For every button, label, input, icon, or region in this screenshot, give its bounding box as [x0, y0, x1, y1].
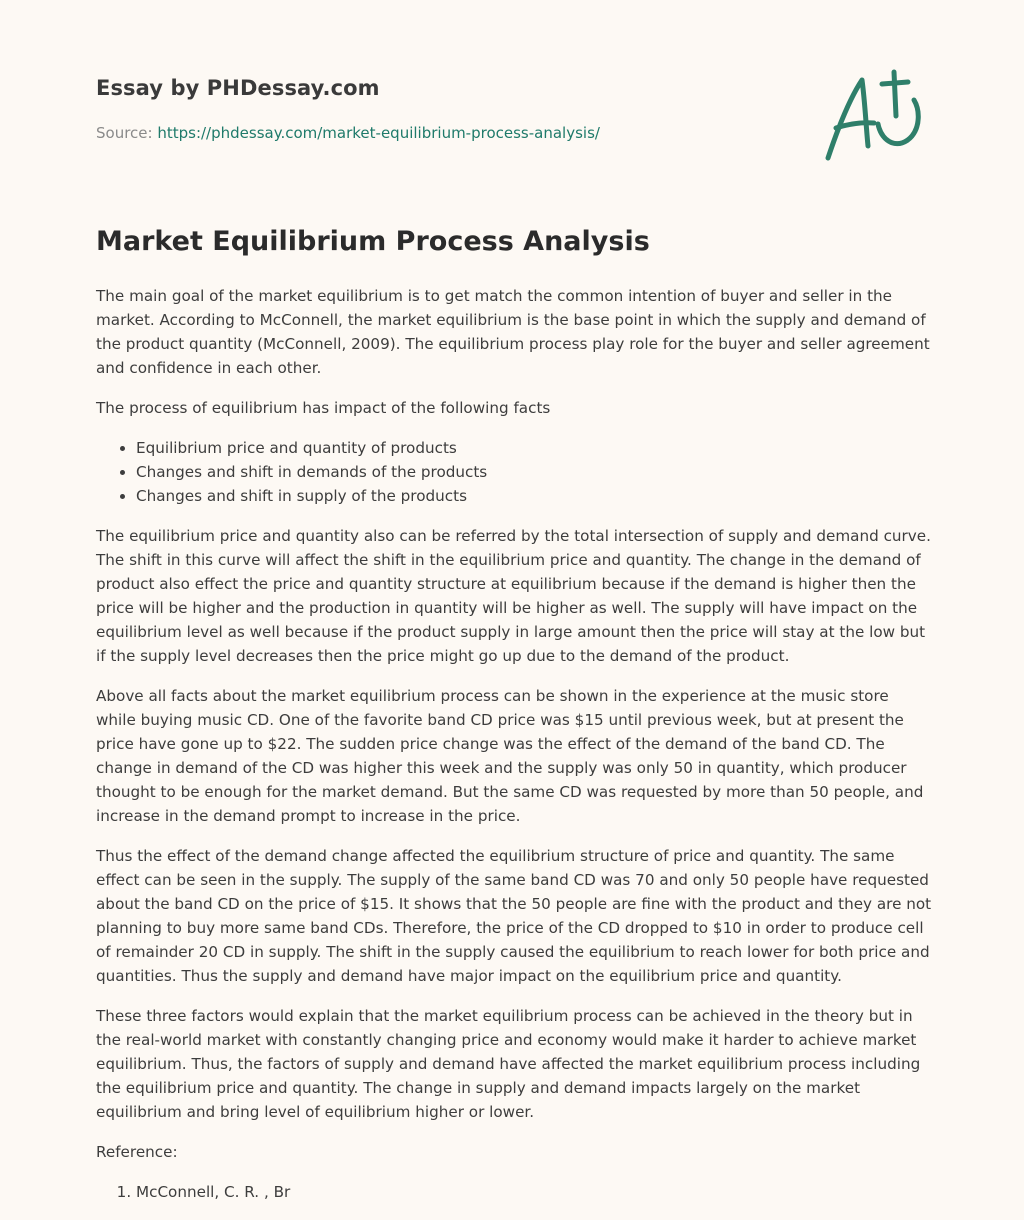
- list-item: • Changes and shift in demands of the products: [136, 460, 932, 484]
- site-title: Essay by PHDessay.com: [96, 76, 380, 100]
- facts-list: [96, 436, 932, 508]
- reference-list: [96, 1180, 932, 1204]
- source-line: [96, 124, 600, 142]
- paragraph: The equilibrium price and quantity also can be referred by the total intersection of supply and demand curve. The shift in this curve will affect the shift in the equilibrium price and quantity. The change in the demand of product also effect the price and quantity structure at equilibrium because if the demand is higher then the price will be higher and the production in quantity will be higher as well. The supply will have impact on the equilibrium level as well because if the product supply in large amount then the price will stay at the low but if the supply level decreases then the price might go up due to the demand of the product.: [96, 527, 931, 665]
- paragraph: The process of equilibrium has impact of the following facts: [96, 399, 551, 417]
- list-item: • Changes and shift in supply of the products: [136, 484, 932, 508]
- document-title: Market Equilibrium Process Analysis: [96, 226, 650, 257]
- paragraph: The main goal of the market equilibrium is to get match the common intention of buyer and seller in the market. According to McConnell, the market equilibrium is the base point in which the supply and demand of the product quantity (McConnell, 2009). The equilibrium process play role for the buyer and seller agreement and confidence in each other.: [96, 287, 930, 377]
- essay-page: [96, 0, 932, 1201]
- source-label: Source:: [96, 124, 158, 142]
- paragraph: Above all facts about the market equilibrium process can be shown in the experience at the music store while buying music CD. One of the favorite band CD price was $15 until previous week, but at present the price have gone up to $22. The sudden price change was the effect of the demand of the band CD. The change in demand of the CD was higher this week and the supply was only 50 in quantity, which producer thought to be enough for the market demand. But the same CD was requested by more than 50 people, and increase in the demand prompt to increase in the price.: [96, 687, 924, 825]
- essay-content: [96, 284, 932, 1220]
- paragraph: Thus the effect of the demand change affected the equilibrium structure of price and quantity. The same effect can be seen in the supply. The supply of the same band CD was 70 and only 50 people have requested about the band CD on the price of $15. It shows that the 50 people are fine with the product and they are not planning to buy more same band CDs. Therefore, the price of the CD dropped to $10 in order to produce cell of remainder 20 CD in supply. The shift in the supply caused the equilibrium to reach lower for both price and quantities. Thus the supply and demand have major impact on the equilibrium price and quantity.: [96, 847, 932, 985]
- a-plus-logo-icon: [822, 66, 926, 166]
- list-item: • Equilibrium price and quantity of products: [136, 436, 932, 460]
- reference-label: Reference:: [96, 1143, 178, 1161]
- paragraph: These three factors would explain that the market equilibrium process can be achieved in the theory but in the real-world market with constantly changing price and economy would make it harder to achieve market equilibrium. Thus, the factors of supply and demand have affected the market equilibrium process including the equilibrium price and quantity. The change in supply and demand impacts largely on the market equilibrium and bring level of equilibrium higher or lower.: [96, 1007, 921, 1121]
- site-header: [96, 0, 932, 200]
- source-link[interactable]: https://phdessay.com/market-equilibrium-process-analysis/: [157, 124, 600, 142]
- reference-item: 1. McConnell, C. R. , Br: [136, 1180, 932, 1204]
